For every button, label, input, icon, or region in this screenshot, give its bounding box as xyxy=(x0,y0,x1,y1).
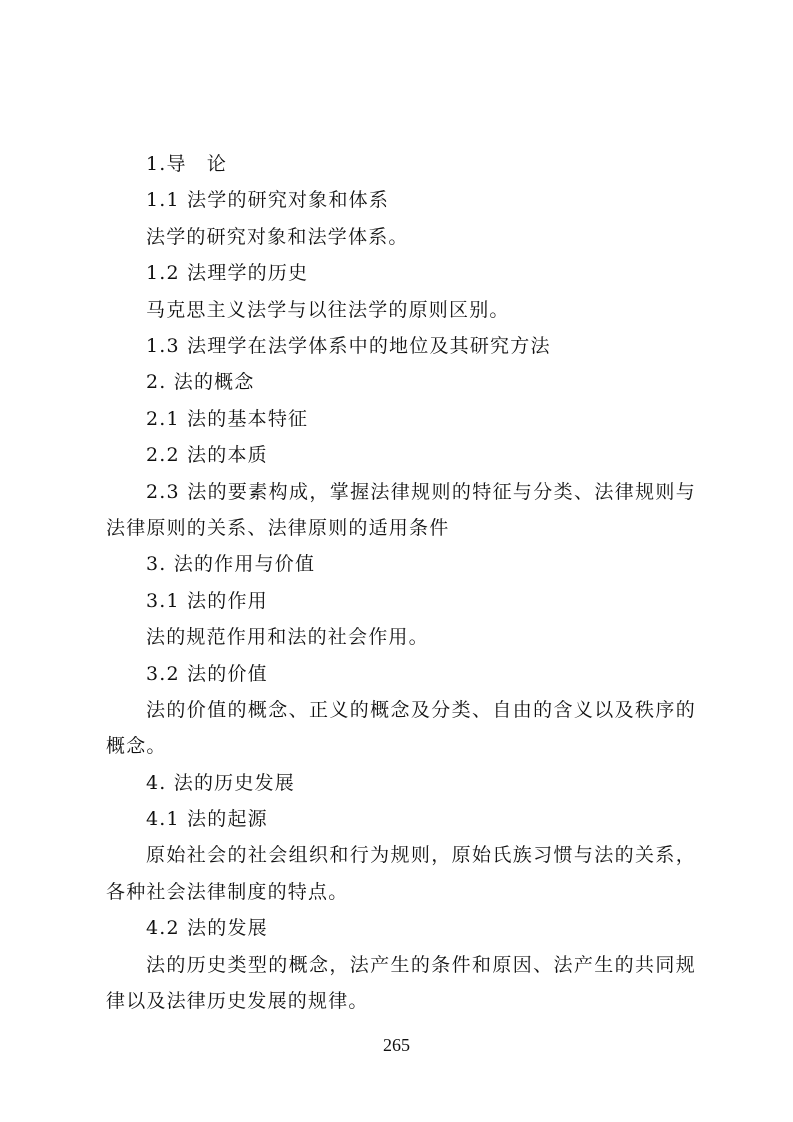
chapter-heading-2: 2. 法的概念 xyxy=(146,371,255,394)
body-text: 法的规范作用和法的社会作用。 xyxy=(146,626,429,649)
body-paragraph: 法的历史类型的概念，法产生的条件和原因、法产生的共同规律以及法律历史发展的规律。 xyxy=(106,953,696,1013)
chapter-heading-3: 3. 法的作用与价值 xyxy=(146,553,316,576)
section-heading-2-3: 2.3 法的要素构成，掌握法律规则的特征与分类、法律规则与法律原则的关系、法律原则的适用条件 xyxy=(106,480,696,539)
section-heading-3-2: 3.2 法的价值 xyxy=(146,662,268,685)
body-text: 马克思主义法学与以往法学的原则区别。 xyxy=(146,298,510,321)
section-heading-4-2: 4.2 法的发展 xyxy=(146,917,268,940)
section-heading-2-1: 2.1 法的基本特征 xyxy=(146,407,309,430)
chapter-heading-1: 1.导 论 xyxy=(146,153,228,175)
section-heading-1-3: 1.3 法理学在法学体系中的地位及其研究方法 xyxy=(146,334,551,357)
section-heading-2-2: 2.2 法的本质 xyxy=(146,444,268,467)
chapter-heading-4: 4. 法的历史发展 xyxy=(146,771,295,794)
body-text: 法学的研究对象和法学体系。 xyxy=(146,225,409,248)
page-body xyxy=(106,146,696,1020)
section-heading-3-1: 3.1 法的作用 xyxy=(146,589,268,612)
section-heading-1-2: 1.2 法理学的历史 xyxy=(146,262,309,285)
section-heading-4-1: 4.1 法的起源 xyxy=(146,808,268,831)
body-paragraph: 法的价值的概念、正义的概念及分类、自由的含义以及秩序的概念。 xyxy=(106,698,696,758)
section-heading-1-1: 1.1 法学的研究对象和体系 xyxy=(146,189,390,212)
page-number: 265 xyxy=(383,1035,410,1055)
body-paragraph: 原始社会的社会组织和行为规则，原始氏族习惯与法的关系，各种社会法律制度的特点。 xyxy=(106,844,696,903)
